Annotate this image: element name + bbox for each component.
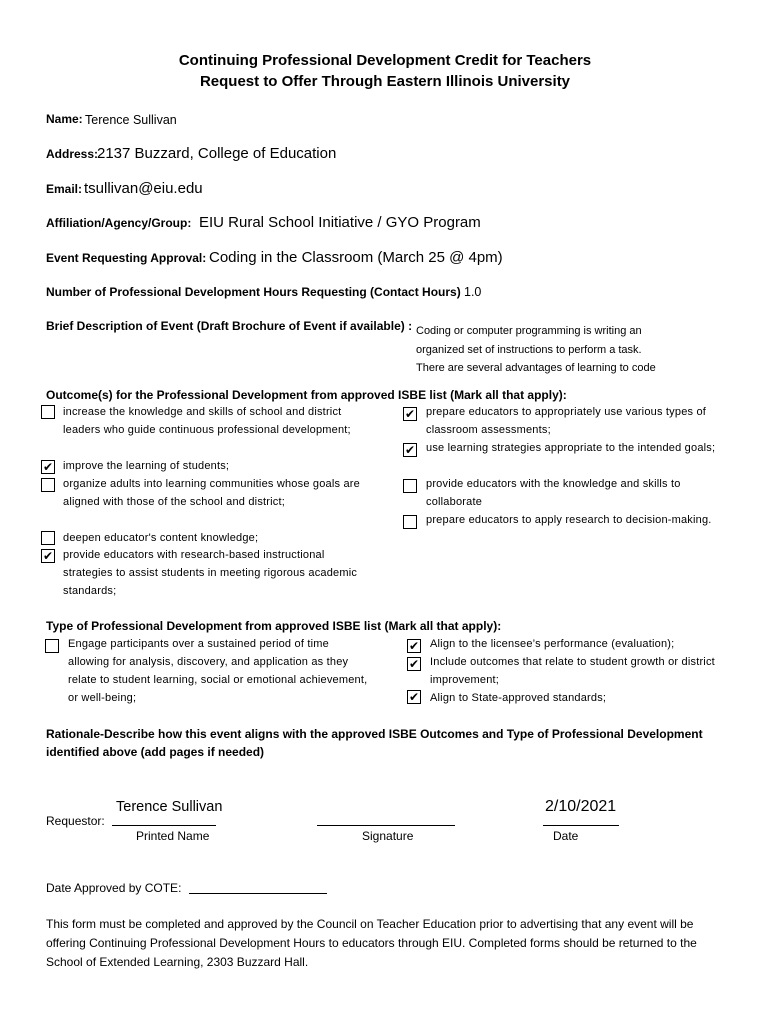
- outcome-label-7: use learning strategies appropriate to the intended goals;: [426, 442, 716, 454]
- type-label-3: Include outcomes that relate to student growth or district improvement;: [430, 656, 715, 686]
- footer-note: This form must be completed and approved by the Council on Teacher Education prior to advertising that any event will be offering Continuing Professional Development Hours to educators through EIU. Completed forms should be returned to the School of Extended Learning, 2303 Buzzard Hall.: [46, 917, 697, 969]
- type-checkbox-1[interactable]: [45, 639, 59, 653]
- name-label: Name:: [46, 112, 83, 126]
- outcome-label-1: increase the knowledge and skills of school and district leaders who guide continuous professional development;: [63, 406, 351, 436]
- check-icon: ✔: [408, 639, 420, 653]
- event-field[interactable]: Coding in the Classroom (March 25 @ 4pm): [209, 249, 503, 266]
- email-field[interactable]: tsullivan@eiu.edu: [84, 180, 203, 197]
- form-title-line-2: Request to Offer Through Eastern Illinois University: [199, 73, 571, 90]
- name-field[interactable]: Terence Sullivan: [85, 113, 177, 127]
- outcome-checkbox-7[interactable]: [403, 443, 417, 457]
- outcome-label-8: provide educators with the knowledge and skills to collaborate: [426, 478, 681, 508]
- approval-label: Date Approved by COTE:: [46, 881, 182, 895]
- check-icon: ✔: [408, 657, 420, 671]
- signature-label: Signature: [362, 829, 414, 843]
- description-label: Brief Description of Event (Draft Brochure of Event if available) :: [46, 319, 413, 333]
- address-field[interactable]: 2137 Buzzard, College of Education: [97, 145, 337, 162]
- hours-label: Number of Professional Development Hours Requesting (Contact Hours): [46, 285, 461, 299]
- check-icon: ✔: [42, 549, 54, 563]
- check-icon: ✔: [42, 460, 54, 474]
- requestor-label: Requestor:: [46, 814, 105, 828]
- type-checkbox-4[interactable]: [407, 690, 421, 704]
- outcome-label-6: prepare educators to appropriately use various types of classroom assessments;: [426, 406, 707, 436]
- check-icon: ✔: [404, 407, 416, 421]
- types-heading: Type of Professional Development from approved ISBE list (Mark all that apply):: [46, 619, 502, 633]
- outcome-checkbox-3[interactable]: [41, 478, 55, 492]
- type-checkbox-3[interactable]: [407, 657, 421, 671]
- affiliation-field[interactable]: EIU Rural School Initiative / GYO Program: [199, 214, 481, 231]
- outcome-label-4: deepen educator's content knowledge;: [63, 532, 259, 544]
- form-title-line-1: Continuing Professional Development Credit for Teachers: [178, 52, 592, 69]
- outcome-label-2: improve the learning of students;: [63, 460, 230, 472]
- email-label: Email:: [46, 182, 83, 196]
- type-label-4: Align to State-approved standards;: [430, 692, 607, 704]
- affiliation-label: Affiliation/Agency/Group:: [46, 216, 192, 230]
- printed-name-label: Printed Name: [136, 829, 210, 843]
- rationale-heading: Rationale-Describe how this event aligns with the approved ISBE Outcomes and Type of Professional Development identified above (add pages if needed): [46, 727, 703, 759]
- address-label: Address:: [46, 147, 99, 161]
- description-field[interactable]: Coding or computer programming is writing an organized set of instructions to perform a task. There are several advantages of learning to code: [416, 325, 656, 374]
- outcome-checkbox-6[interactable]: [403, 407, 417, 421]
- signature-line[interactable]: [317, 825, 455, 826]
- date-label: Date: [553, 829, 579, 843]
- outcomes-heading: Outcome(s) for the Professional Development from approved ISBE list (Mark all that apply):: [46, 388, 567, 402]
- approval-date-line[interactable]: [189, 893, 327, 894]
- outcome-label-3: organize adults into learning communities whose goals are aligned with those of the school and district;: [63, 478, 360, 508]
- outcome-checkbox-8[interactable]: [403, 479, 417, 493]
- outcome-checkbox-4[interactable]: [41, 531, 55, 545]
- check-icon: ✔: [404, 443, 416, 457]
- outcome-label-5: provide educators with research-based instructional strategies to assist students in meeting rigorous academic standards;: [63, 549, 358, 597]
- outcome-label-9: prepare educators to apply research to decision-making.: [426, 514, 712, 526]
- hours-field[interactable]: 1.0: [464, 285, 482, 299]
- outcome-checkbox-5[interactable]: [41, 549, 55, 563]
- check-icon: ✔: [408, 690, 420, 704]
- date-value[interactable]: 2/10/2021: [545, 798, 617, 815]
- type-checkbox-2[interactable]: [407, 639, 421, 653]
- event-label: Event Requesting Approval:: [46, 251, 207, 265]
- date-line: [543, 825, 619, 826]
- outcome-checkbox-1[interactable]: [41, 405, 55, 419]
- outcome-checkbox-9[interactable]: [403, 515, 417, 529]
- type-label-2: Align to the licensee’s performance (evaluation);: [430, 638, 675, 650]
- printed-name-line: [112, 825, 216, 826]
- printed-name-value[interactable]: Terence Sullivan: [116, 799, 223, 815]
- outcome-checkbox-2[interactable]: [41, 460, 55, 474]
- type-label-1: Engage participants over a sustained period of time allowing for analysis, discovery, and application as they relate to student learning, social or emotional achievement, or well-being;: [68, 638, 368, 704]
